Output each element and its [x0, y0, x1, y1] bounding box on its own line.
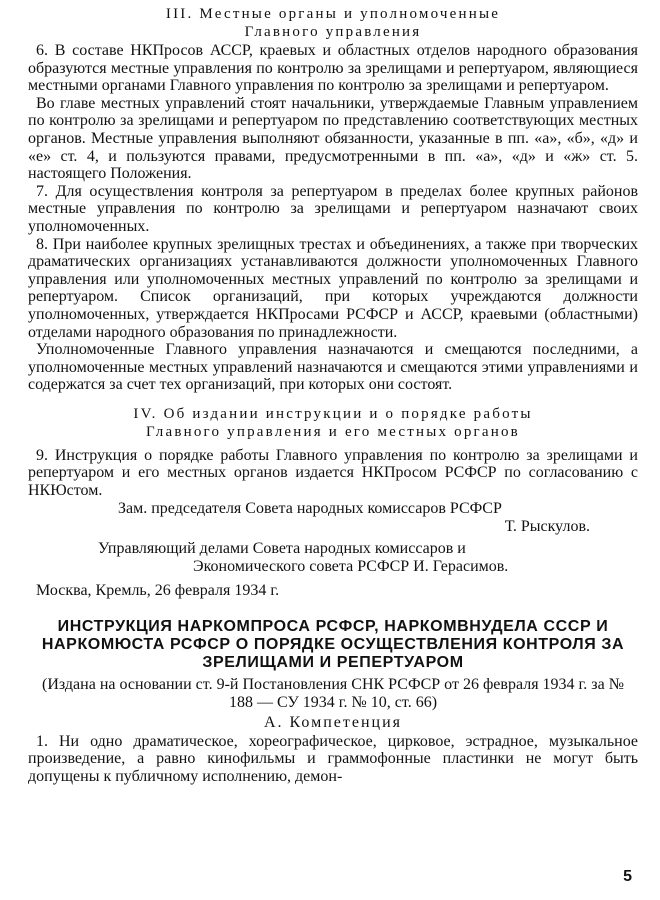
page-number: 5: [623, 868, 632, 885]
paragraph-7: 7. Для осуществления контроля за репертуаром в пределах более крупных районов местные управления по контролю за зрелищами и репертуаром назначают своих уполномоченных.: [28, 182, 638, 235]
paragraph-8-continued: Уполномоченные Главного управления назначаются и смещаются последними, а уполномоченные местных управлений назначаются и смещаются этими управлениями и содержатся за счет тех организаций, при которых они состоят.: [28, 341, 638, 394]
section-3-title-line-2: Главного управления: [244, 24, 422, 40]
section-4-title-line-2: Главного управления и его местных органов: [146, 423, 520, 440]
signature-deputy-chairman-name: Т. Рыскулов.: [504, 517, 590, 535]
signature-manager-name: Экономического совета РСФСР И. Герасимов.: [193, 557, 509, 575]
competence-subheading: А. Компетенция: [263, 713, 403, 731]
section-4-title-line-1: IV. Об издании инструкции и о порядке работы: [133, 405, 533, 422]
instruction-paragraph-1: 1. Ни одно драматическое, хореографическое, цирковое, эстрадное, музыкальное произведение, а равно кинофильмы и граммофонные пластинки не могут быть допущены к публичному исполнению, демон-: [28, 732, 638, 785]
signature-deputy-chairman-title: Зам. председателя Совета народных комиссаров РСФСР: [118, 499, 502, 517]
section-3-title-line-1: III. Местные органы и уполномоченные: [165, 6, 501, 22]
paragraph-8: 8. При наиболее крупных зрелищных трестах и объединениях, а также при творческих драматических организациях устанавливаются должности уполномоченных Главного управления или уполномоченных местных управлений по контролю за зрелищами и репертуаром. Список организаций, при которых учреждаются должности уполномоченных, утверждается НКПросами РСФСР и АССР, краевыми (областными) отделами народного образования по принадлежности.: [28, 235, 638, 341]
paragraph-6: 6. В составе НКПросов АССР, краевых и областных отделов народного образования образуются местные управления по контролю за зрелищами и репертуаром, являющиеся местными органами Главного управления по контролю за зрелищами и репертуаром.: [28, 42, 638, 95]
paragraph-9: 9. Инструкция о порядке работы Главного управления по контролю за зрелищами и репертуаром и его местных органов издается НКПросом РСФСР по согласованию с НКЮстом.: [28, 446, 638, 500]
place-and-date: Москва, Кремль, 26 февраля 1934 г.: [36, 581, 280, 599]
instruction-title: ИНСТРУКЦИЯ НАРКОМПРОСА РСФСР, НАРКОМВНУДЕЛА СССР И НАРКОМЮСТА РСФСР О ПОРЯДКЕ ОСУЩЕСТВЛЕНИЯ КОНТРОЛЯ ЗА ЗРЕЛИЩАМИ И РЕПЕРТУАРОМ: [41, 617, 625, 671]
signature-manager-title: Управляющий делами Совета народных комиссаров и: [98, 539, 466, 557]
instruction-note: (Издана на основании ст. 9-й Постановления СНК РСФСР от 26 февраля 1934 г. за № 188 — СУ 1934 г. № 10, ст. 66): [42, 675, 624, 711]
paragraph-6-continued: Во главе местных управлений стоят начальники, утверждаемые Главным управлением по контролю за зрелищами и репертуаром по представлению соответствующих местных органов. Местные управления выполняют обязанности, указанные в пп. «а», «б», «д» и «е» ст. 4, и пользуются правами, предусмотренными в пп. «а», «д» и «ж» ст. 5. настоящего Положения.: [28, 94, 638, 183]
